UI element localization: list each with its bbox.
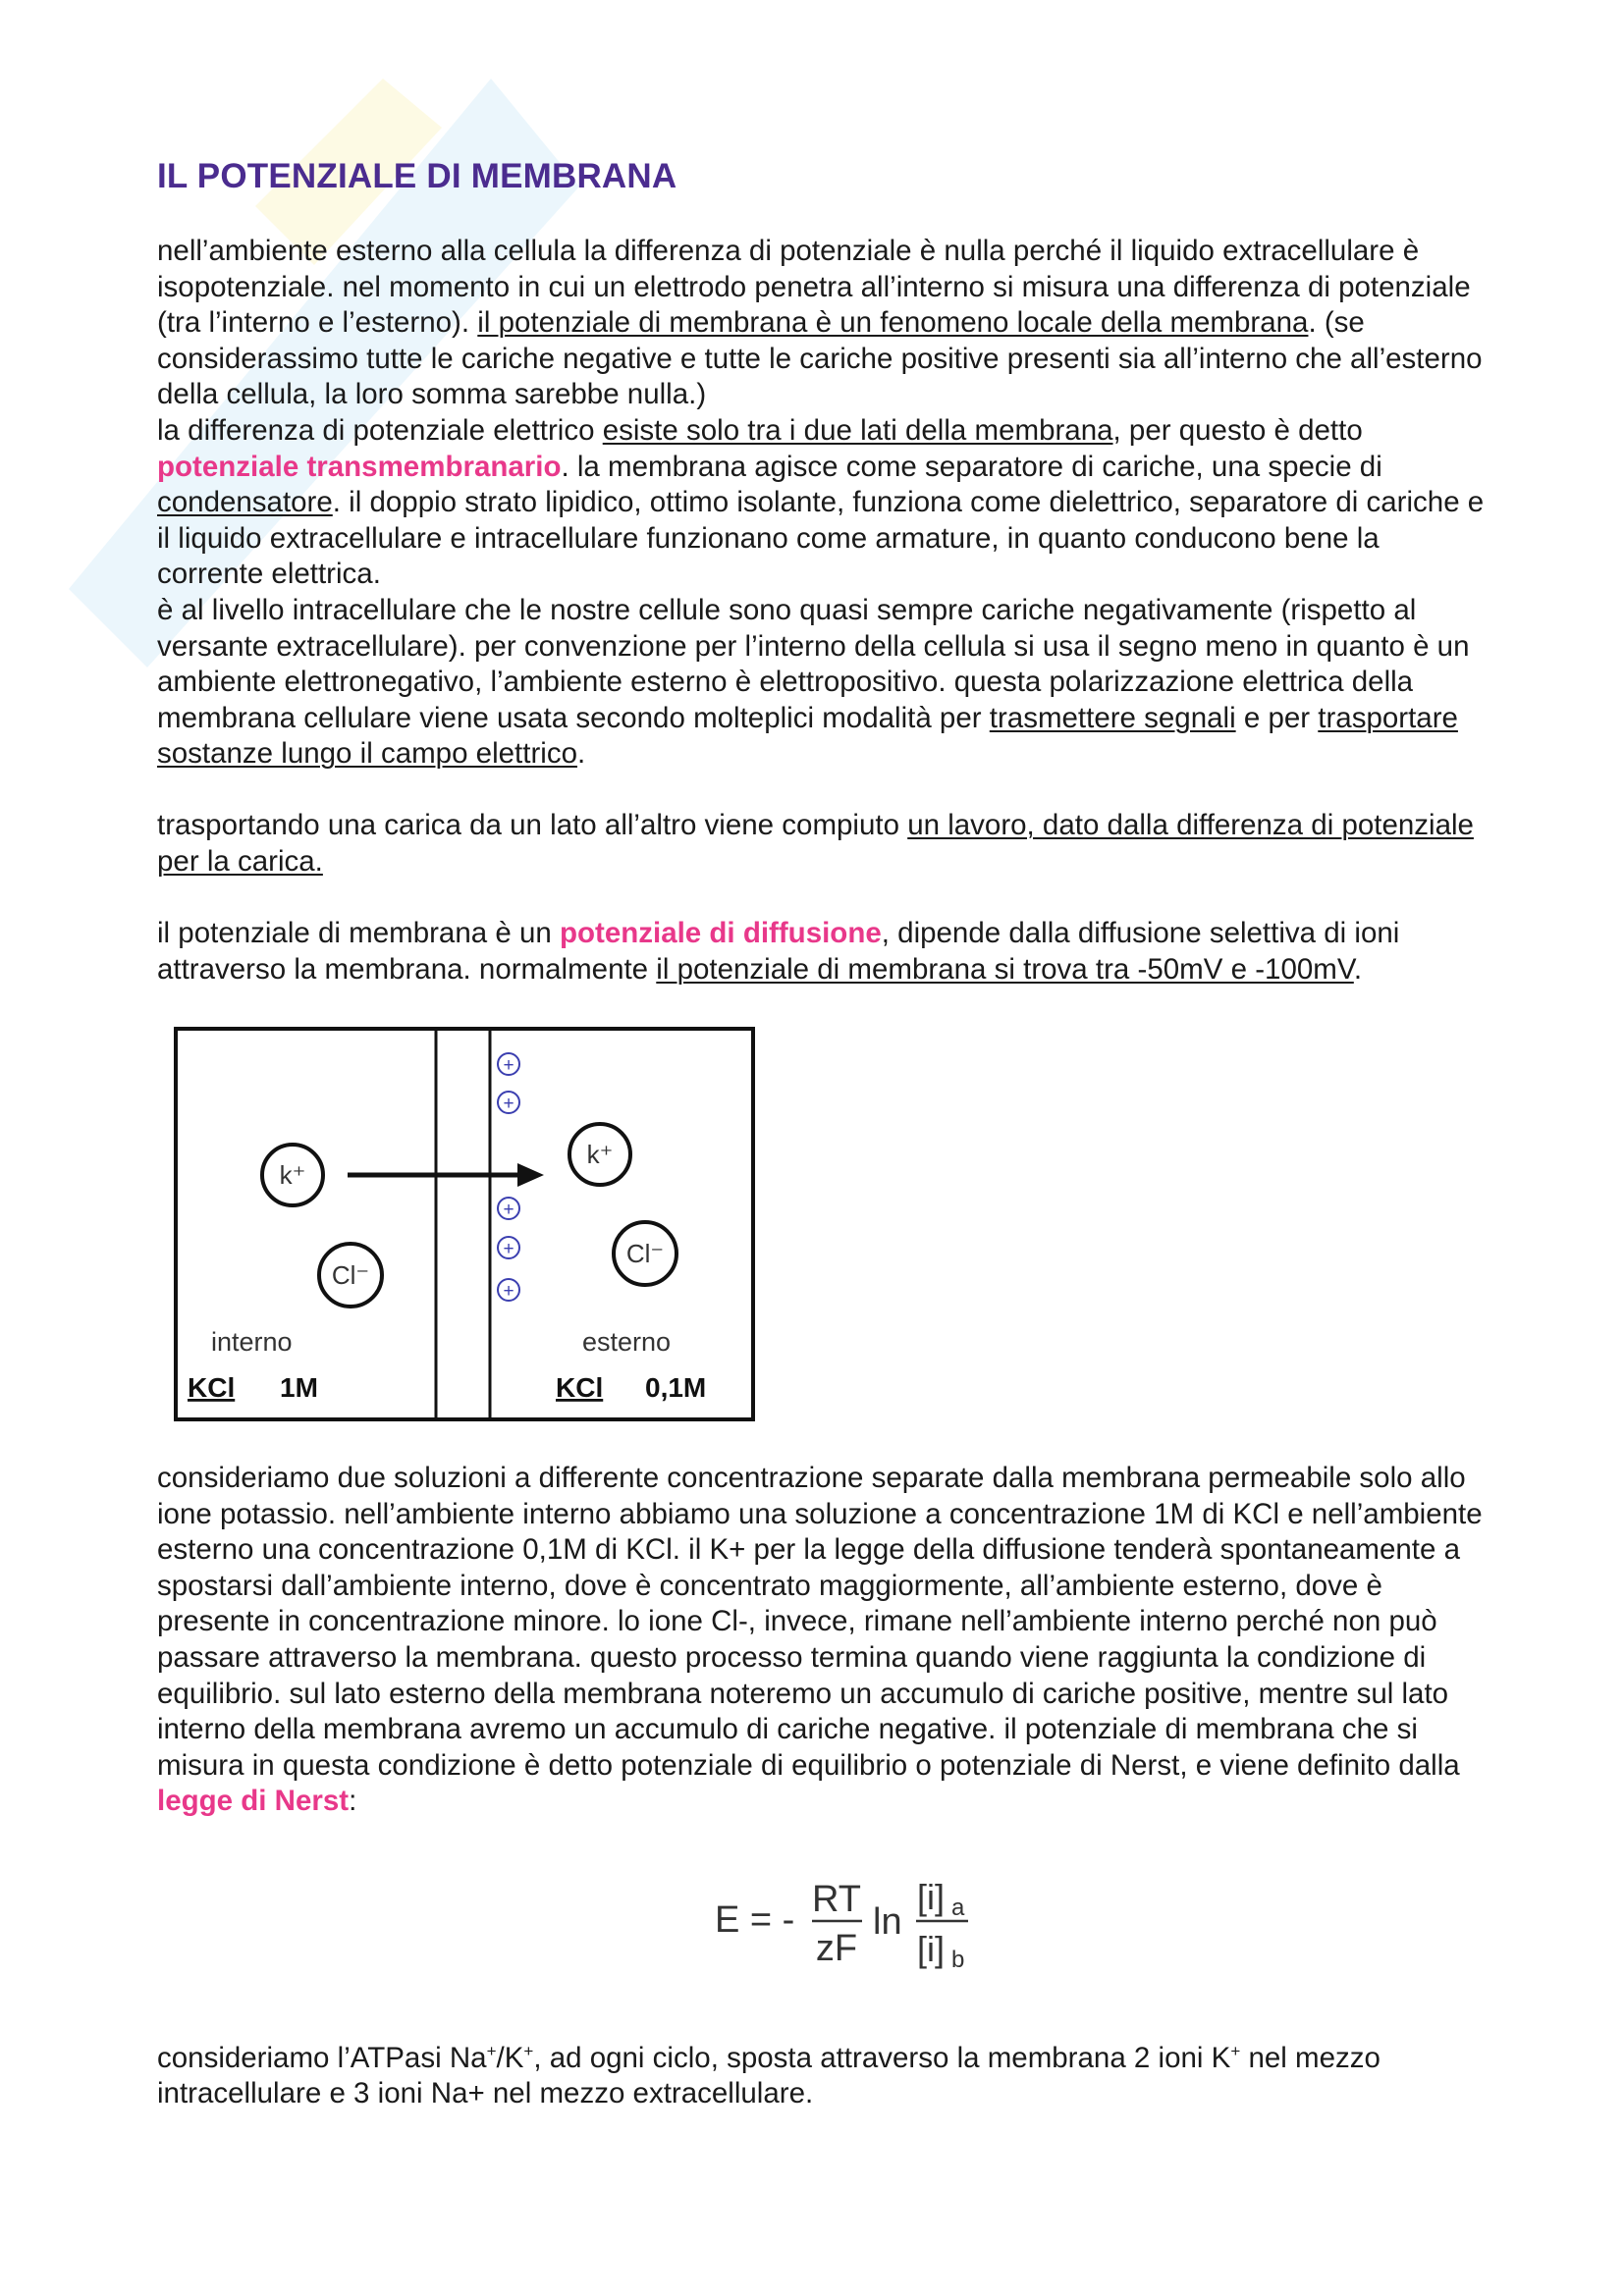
nernst-formula — [707, 1865, 1001, 1983]
paragraph-7: consideriamo l’ATPasi Na+/K+, ad ogni ciclo, sposta attraverso la membrana 2 ioni K+ nel mezzo intracellulare e 3 ioni Na+ nel mezzo extracellulare. — [157, 2041, 1380, 2110]
conc-left-label: 1M — [280, 1372, 318, 1403]
plus-sign: + — [503, 1094, 514, 1114]
term-diffusione: potenziale di diffusione — [559, 917, 882, 949]
formula-sub-a: a — [951, 1895, 965, 1921]
k-ion-right-label: k⁺ — [586, 1140, 614, 1169]
formula-ln: ln — [873, 1901, 902, 1943]
paragraph-5: il potenziale di membrana è un potenziale di diffusione, dipende dalla diffusione selettiva di ioni attraverso la membrana. normalmente il potenziale di membrana si trova tra -50mV e -100mV. — [157, 917, 1400, 986]
plus-sign: + — [503, 1239, 514, 1259]
formula-ib: [i] — [917, 1929, 946, 1969]
esterno-label: esterno — [582, 1327, 672, 1357]
plus-sign: + — [503, 1055, 514, 1076]
formula-ia: [i] — [917, 1877, 946, 1917]
diagram-frame — [176, 1029, 753, 1419]
k-ion-left-label: k⁺ — [279, 1160, 306, 1190]
arrow-head-icon — [517, 1163, 544, 1187]
kcl-right-label: KCl — [556, 1372, 604, 1403]
formula-sub-b: b — [951, 1947, 965, 1973]
term-nerst: legge di Nerst — [157, 1785, 350, 1818]
paragraph-1: nell’ambiente esterno alla cellula la differenza di potenziale è nulla perché il liquido extracellulare è isopotenziale. nel momento in cui un elettrodo penetra all’interno si misura una differenza di potenziale (tra l’interno e l’esterno). il potenziale di membrana è un fenomeno locale della membrana. (se considerassimo tutte le cariche negative e tutte le cariche positive presenti sia all’interno che all’esterno della cellula, la loro somma sarebbe nulla.) — [157, 235, 1483, 411]
plus-sign: + — [503, 1200, 514, 1220]
paragraph-2: la differenza di potenziale elettrico esiste solo tra i due lati della membrana, per questo è detto potenziale transmembranario. la membrana agisce come separatore di cariche, una specie di condensatore. il doppio strato lipidico, ottimo isolante, funziona come dielettrico, separatore di cariche e il liquido extracellulare e intracellulare funzionano come armature, in quanto conducono bene la corrente elettrica. — [157, 414, 1485, 591]
formula-denominator: zF — [815, 1928, 858, 1969]
interno-label: interno — [211, 1327, 293, 1357]
term-transmembranario: potenziale transmembranario — [157, 450, 562, 483]
kcl-left-label: KCl — [188, 1372, 236, 1403]
plus-sign: + — [503, 1281, 514, 1302]
conc-right-label: 0,1M — [645, 1372, 707, 1403]
page-title: IL POTENZIALE DI MEMBRANA — [157, 157, 677, 195]
formula-lhs: E = - — [715, 1899, 795, 1941]
cl-ion-left-label: Cl⁻ — [331, 1260, 370, 1290]
paragraph-6: consideriamo due soluzioni a differente concentrazione separate dalla membrana permeabile solo allo ione potassio. nell’ambiente interno abbiamo una soluzione a concentrazione 1M di KCl e nell’ambiente esterno una concentrazione 0,1M di KCl. il K+ per la legge della diffusione tenderà spontaneamente a spostarsi dall’ambiente interno, dove è concentrato maggiormente, all’ambiente esterno, dove è presente in concentrazione minore. lo ione Cl-, invece, rimane nell’ambiente interno perché non può passare attraverso la membrana. questo processo termina quando viene raggiunta la condizione di equilibrio. sul lato esterno della membrana noteremo un accumulo di cariche positive, mentre sul lato interno della membrana avremo un accumulo di cariche negative. il potenziale di membrana che si misura in questa condizione è detto potenziale di equilibrio o potenziale di Nerst, e viene definito dalla legge di Nerst: — [157, 1462, 1483, 1818]
paragraph-4: trasportando una carica da un lato all’altro viene compiuto un lavoro, dato dalla differenza di potenziale per la carica. — [157, 809, 1474, 878]
cl-ion-right-label: Cl⁻ — [625, 1239, 665, 1268]
membrane-diagram — [174, 1027, 755, 1421]
formula-numerator: RT — [812, 1879, 861, 1920]
paragraph-3: è al livello intracellulare che le nostre cellule sono quasi sempre cariche negativamente (rispetto al versante extracellulare). per convenzione per l’interno della cellula si usa il segno meno in quanto è un ambiente elettronegativo, l’ambiente esterno è elettropositivo. questa polarizzazione elettrica della membrana cellulare viene usata secondo molteplici modalità per trasmettere segnali e per trasportare sostanze lungo il campo elettrico. — [157, 594, 1470, 771]
